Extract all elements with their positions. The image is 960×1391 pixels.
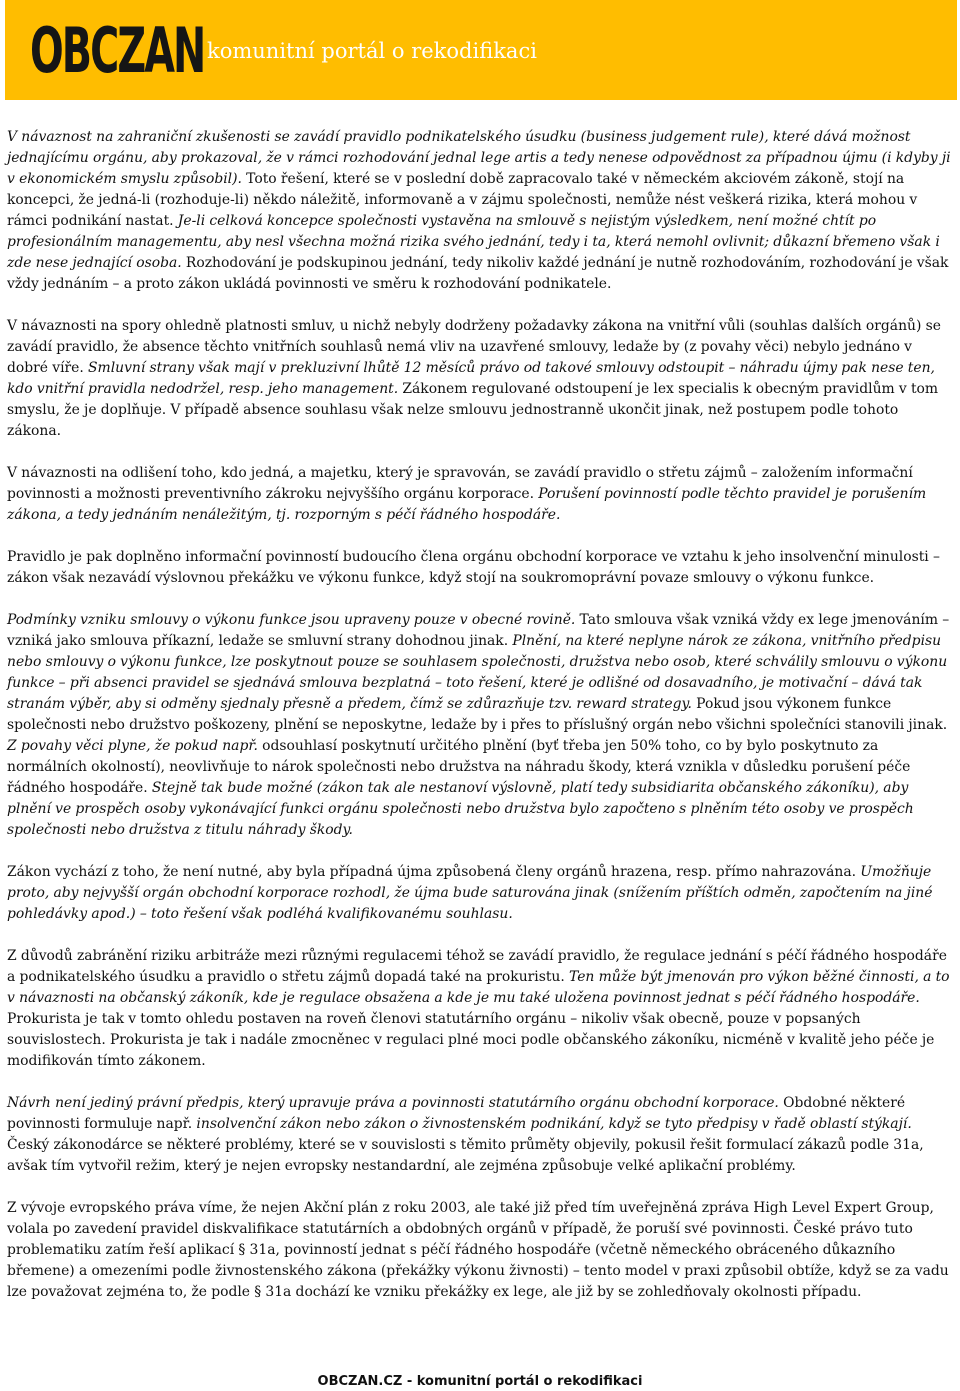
paragraph-text-segment: České právo tuto problematiku zatím řeší aplikací § 31a, povinností jednat s péčí řádného hospodáře (včetně německého obráceného důkazního břemene) a omezeními podle živnostenského zákona (překážky výkonu živnosti) – tento model v praxi způsobil obtíže, když se za vadu lze považovat zejména to, že podle § 31a dochází ke vzniku překážky ex lege, ale již by se zohledňovaly okolnosti případu. bbox=[7, 1221, 949, 1300]
paragraph-text-segment: Český zákonodárce se některé problémy, které se v souvislosti s těmito průměty objevily, pokusil řešit formulací zákazů podle 31a, avšak tím vytvořil režim, který je nejen evropsky nestandardní, ale zejména způsobuje velké aplikační problémy. bbox=[7, 1137, 924, 1174]
paragraph-text-segment: Pokud jsou výkonem funkce společnosti nebo družstvo poškozeny, plnění se neposkytne, ledaže by i přes to příslušný orgán nebo všichni společníci stanovili jinak. bbox=[7, 696, 948, 733]
article-paragraph bbox=[7, 463, 953, 526]
paragraph-text-segment: Zákon vychází z toho, že není nutné, aby byla případná újma způsobená členy orgánů hrazena, resp. přímo nahrazována. bbox=[7, 864, 857, 880]
paragraph-text-segment: Prokurista je tak v tomto ohledu postaven na roveň členovi statutárního orgánu – nikoliv však obecně, pouze v popsaných souvislostech. Prokurista je tak i nadále zmocněnec v regulaci plné moci podle občanského zákoníku, nicméně v kvalitě jeho péče je modifikován tímto zákonem. bbox=[7, 1011, 935, 1069]
paragraph-text-segment: Je-li celková koncepce společnosti vystavěna na smlouvě s nejistým výsledkem, není možné chtít po profesionálním managementu, aby nesl všechna možná rizika svého jednání, tedy i ta, která nemohl ovlivnit; důkazní břemeno však i zde nese jednající osoba. bbox=[7, 213, 940, 271]
paragraph-text-segment: insolvenční zákon nebo zákon o živnostenském podnikání, když se tyto předpisy v řadě oblastí stýkají. bbox=[192, 1116, 912, 1132]
paragraph-text-segment: Z vývoje evropského práva víme, že nejen Akční plán z roku 2003, ale také již před tím uveřejněná zpráva High Level Expert Group, volala po zavedení pravidel diskvalifikace statutárních a obdobných orgánů v případě, že poruší své povinnosti. bbox=[7, 1200, 934, 1237]
paragraph-text-segment: Stejně tak bude možné (zákon tak ale nestanoví výslovně, platí tedy subsidiarita občanského zákoníku), aby plnění ve prospěch osoby vykonávající funkci orgánu společnosti nebo družstva bylo započteno s plněním této osoby ve prospěch společnosti nebo družstva z titulu náhrady škody. bbox=[7, 780, 914, 838]
paragraph-text-segment: Z povahy věci plyne, že pokud např. bbox=[7, 738, 258, 754]
article-paragraph bbox=[7, 1093, 953, 1177]
article-paragraph bbox=[7, 547, 953, 589]
paragraph-text-segment: V návaznost na zahraniční zkušenosti se zavádí pravidlo podnikatelského úsudku (business judgement rule), které dává možnost jednajícímu orgánu, aby prokazoval, že v rámci rozhodování jednal lege artis a tedy nenese odpovědnost za případnou újmu (i kdyby ji v ekonomickém smyslu způsobil). bbox=[7, 129, 951, 187]
paragraph-text-segment: Umožňuje proto, aby nejvyšší orgán obchodní korporace rozhodl, že újma bude saturována jinak (snížením příštích odměn, započtením na jiné pohledávky apod.) – toto řešení však podléhá kvalifikovanému souhlasu. bbox=[7, 864, 933, 922]
paragraph-text-segment: Zákonem regulované odstoupení je lex specialis k obecným pravidlům v tom smyslu, že je doplňuje. V případě absence souhlasu však nelze smlouvu jednostranně ukončit jinak, než postupem podle tohoto zákona. bbox=[7, 381, 939, 439]
paragraph-text-segment: V návaznosti na spory ohledně platnosti smluv, u nichž nebyly dodrženy požadavky zákona na vnitřní vůli (souhlas dalších orgánů) se zavádí pravidlo, že absence těchto vnitřních souhlasů nemá vliv na uzavřené smlouvy, ledaže by (z povahy věci) nebylo jednáno v dobré víře. bbox=[7, 318, 941, 376]
site-tagline: komunitní portál o rekodifikaci bbox=[207, 39, 537, 63]
paragraph-text-segment: Tato smlouva však vzniká vždy ex lege jmenováním – vzniká jako smlouva příkazní, ledaže se smluvní strany dohodnou jinak. bbox=[7, 612, 950, 649]
paragraph-text-segment: Plnění, na které neplyne nárok ze zákona, vnitřního předpisu nebo smlouvy o výkonu funkce, lze poskytnout pouze se souhlasem společnosti, družstva nebo osob, které schválily smlouvu o výkonu funkce – při absenci pravidel se sjednává smlouva bezplatná – toto řešení, které je odlišné od dosavadního, je motivační – dává tak stranám výběr, aby si odměny sjednaly přesně a předem, čímž se zdůrazňuje tzv. reward strategy. bbox=[7, 633, 948, 712]
paragraph-text-segment: Z důvodů zabránění riziku arbitráže mezi různými regulacemi téhož se zavádí pravidlo, že regulace jednání s péčí řádného hospodáře a podnikatelského úsudku a pravidlo o střetu zájmů dopadá také na prokuristu. bbox=[7, 948, 947, 985]
article-body bbox=[7, 127, 953, 1303]
article-paragraph bbox=[7, 946, 953, 1072]
article-paragraph bbox=[7, 316, 953, 442]
site-header bbox=[5, 0, 957, 100]
paragraph-text-segment: Návrh není jediný právní předpis, který upravuje práva a povinnosti statutárního orgánu obchodní korporace. bbox=[7, 1095, 779, 1111]
paragraph-text-segment: Porušení povinností podle těchto pravidel je porušením zákona, a tedy jednáním nenáležitým, tj. rozporným s péčí řádného hospodáře. bbox=[7, 486, 927, 523]
article-paragraph bbox=[7, 1198, 953, 1303]
paragraph-text-segment: Smluvní strany však mají v prekluzivní lhůtě 12 měsíců právo od takové smlouvy odstoupit – náhradu újmy pak nese ten, kdo vnitřní pravidla nedodržel, resp. jeho management. bbox=[7, 360, 935, 397]
paragraph-text-segment: Ten může být jmenován pro výkon běžné činnosti, a to v návaznosti na občanský zákoník, kde je regulace obsažena a kde je mu také uložena povinnost jednat s péčí řádného hospodáře. bbox=[7, 969, 950, 1006]
page-footer: OBCZAN.CZ - komunitní portál o rekodifikaci bbox=[317, 1374, 643, 1389]
paragraph-text-segment: Pravidlo je pak doplněno informační povinností budoucího člena orgánu obchodní korporace ve vztahu k jeho insolvenční minulosti – zákon však nezavádí výslovnou překážku ve výkonu funkce, když stojí na soukromoprávní povaze smlouvy o výkonu funkce. bbox=[7, 549, 940, 586]
paragraph-text-segment: Obdobné některé povinnosti formuluje např. bbox=[7, 1095, 906, 1132]
paragraph-text-segment: Toto řešení, které se v poslední době zapracovalo také v německém akciovém zákoně, stojí na koncepci, že jedná-li (rozhoduje-li) někdo náležitě, informovaně a v zájmu společnosti, nemůže nést veškerá rizika, která mohou v rámci podnikání nastat. bbox=[7, 171, 918, 229]
paragraph-text-segment: Podmínky vzniku smlouvy o výkonu funkce jsou upraveny pouze v obecné rovině. bbox=[7, 612, 576, 628]
article-paragraph bbox=[7, 610, 953, 841]
paragraph-text-segment: odsouhlasí poskytnutí určitého plnění (byť třeba jen 50% toho, co by bylo poskytnuto za normálních okolností), neovlivňuje to nárok společnosti nebo družstva na náhradu škody, která vznikla v důsledku porušení péče řádného hospodáře. bbox=[7, 738, 911, 796]
article-paragraph bbox=[7, 862, 953, 925]
paragraph-text-segment: Rozhodování je podskupinou jednání, tedy nikoliv každé jednání je nutně rozhodováním, rozhodování je však vždy jednáním – a proto zákon ukládá povinnosti ve směru k rozhodování podnikatele. bbox=[7, 255, 949, 292]
article-paragraph bbox=[7, 127, 953, 295]
site-logo[interactable]: OBCZAN bbox=[30, 14, 205, 87]
paragraph-text-segment: V návaznosti na odlišení toho, kdo jedná, a majetku, který je spravován, se zavádí pravidlo o střetu zájmů – založením informační povinnosti a možnosti preventivního zákroku nejvyššího orgánu korporace. bbox=[7, 465, 913, 502]
